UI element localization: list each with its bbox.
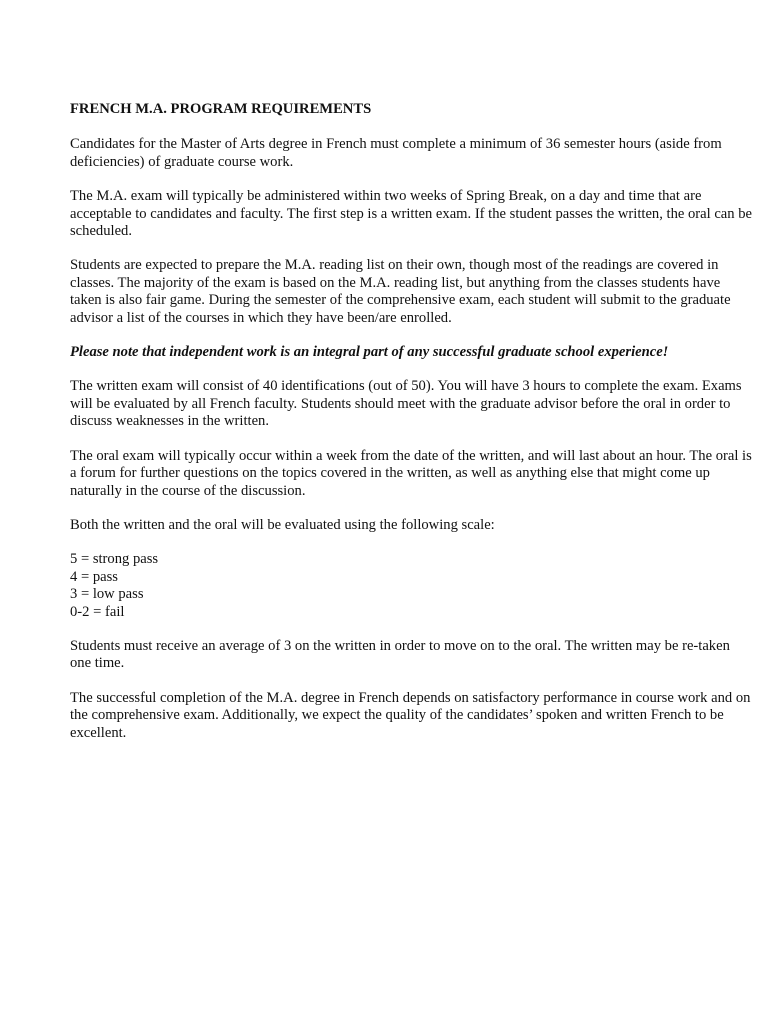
paragraph-exam-timing: The M.A. exam will typically be administered within two weeks of Spring Break, on a day and time that are acceptable to candidates and faculty. The first step is a written exam. If the student passes the written, the oral can be scheduled. — [70, 188, 753, 240]
paragraph-reading-list: Students are expected to prepare the M.A. reading list on their own, though most of the readings are covered in classes. The majority of the exam is based on the M.A. reading list, but anything from the classes students have taken is also fair game. During the semester of the comprehensive exam, each student will submit to the graduate advisor a list of the courses in which they have been/are enrolled. — [70, 257, 731, 326]
paragraph-oral-exam: The oral exam will typically occur within a week from the date of the written, and will last about an hour. The oral is a forum for further questions on the topics covered in the written, as well as anything else that might come up naturally in the course of the discussion. — [70, 447, 752, 499]
scale-item-pass: 4 = pass — [70, 568, 118, 585]
paragraph-completion: The successful completion of the M.A. degree in French depends on satisfactory performance in course work and on the comprehensive exam. Additionally, we expect the quality of the candidates’ spoken and written French to be excellent. — [70, 689, 751, 741]
paragraph-scale-intro: Both the written and the oral will be evaluated using the following scale: — [70, 516, 495, 533]
document-page — [70, 101, 752, 759]
document-title: FRENCH M.A. PROGRAM REQUIREMENTS — [70, 101, 372, 117]
grading-scale-list — [70, 551, 752, 621]
paragraph-written-exam: The written exam will consist of 40 identifications (out of 50). You will have 3 hours to complete the exam. Exams will be evaluated by all French faculty. Students should meet with the graduate advisor before the oral in order to discuss weaknesses in the written. — [70, 378, 742, 430]
paragraph-credit-hours: Candidates for the Master of Arts degree in French must complete a minimum of 36 semester hours (aside from deficiencies) of graduate course work. — [70, 136, 722, 170]
scale-item-low-pass: 3 = low pass — [70, 586, 144, 603]
paragraph-average-requirement: Students must receive an average of 3 on the written in order to move on to the oral. The written may be re-taken one time. — [70, 637, 730, 672]
independent-work-note: Please note that independent work is an integral part of any successful graduate school experience! — [70, 344, 669, 361]
scale-item-strong-pass: 5 = strong pass — [70, 551, 159, 568]
scale-item-fail: 0-2 = fail — [70, 603, 125, 620]
